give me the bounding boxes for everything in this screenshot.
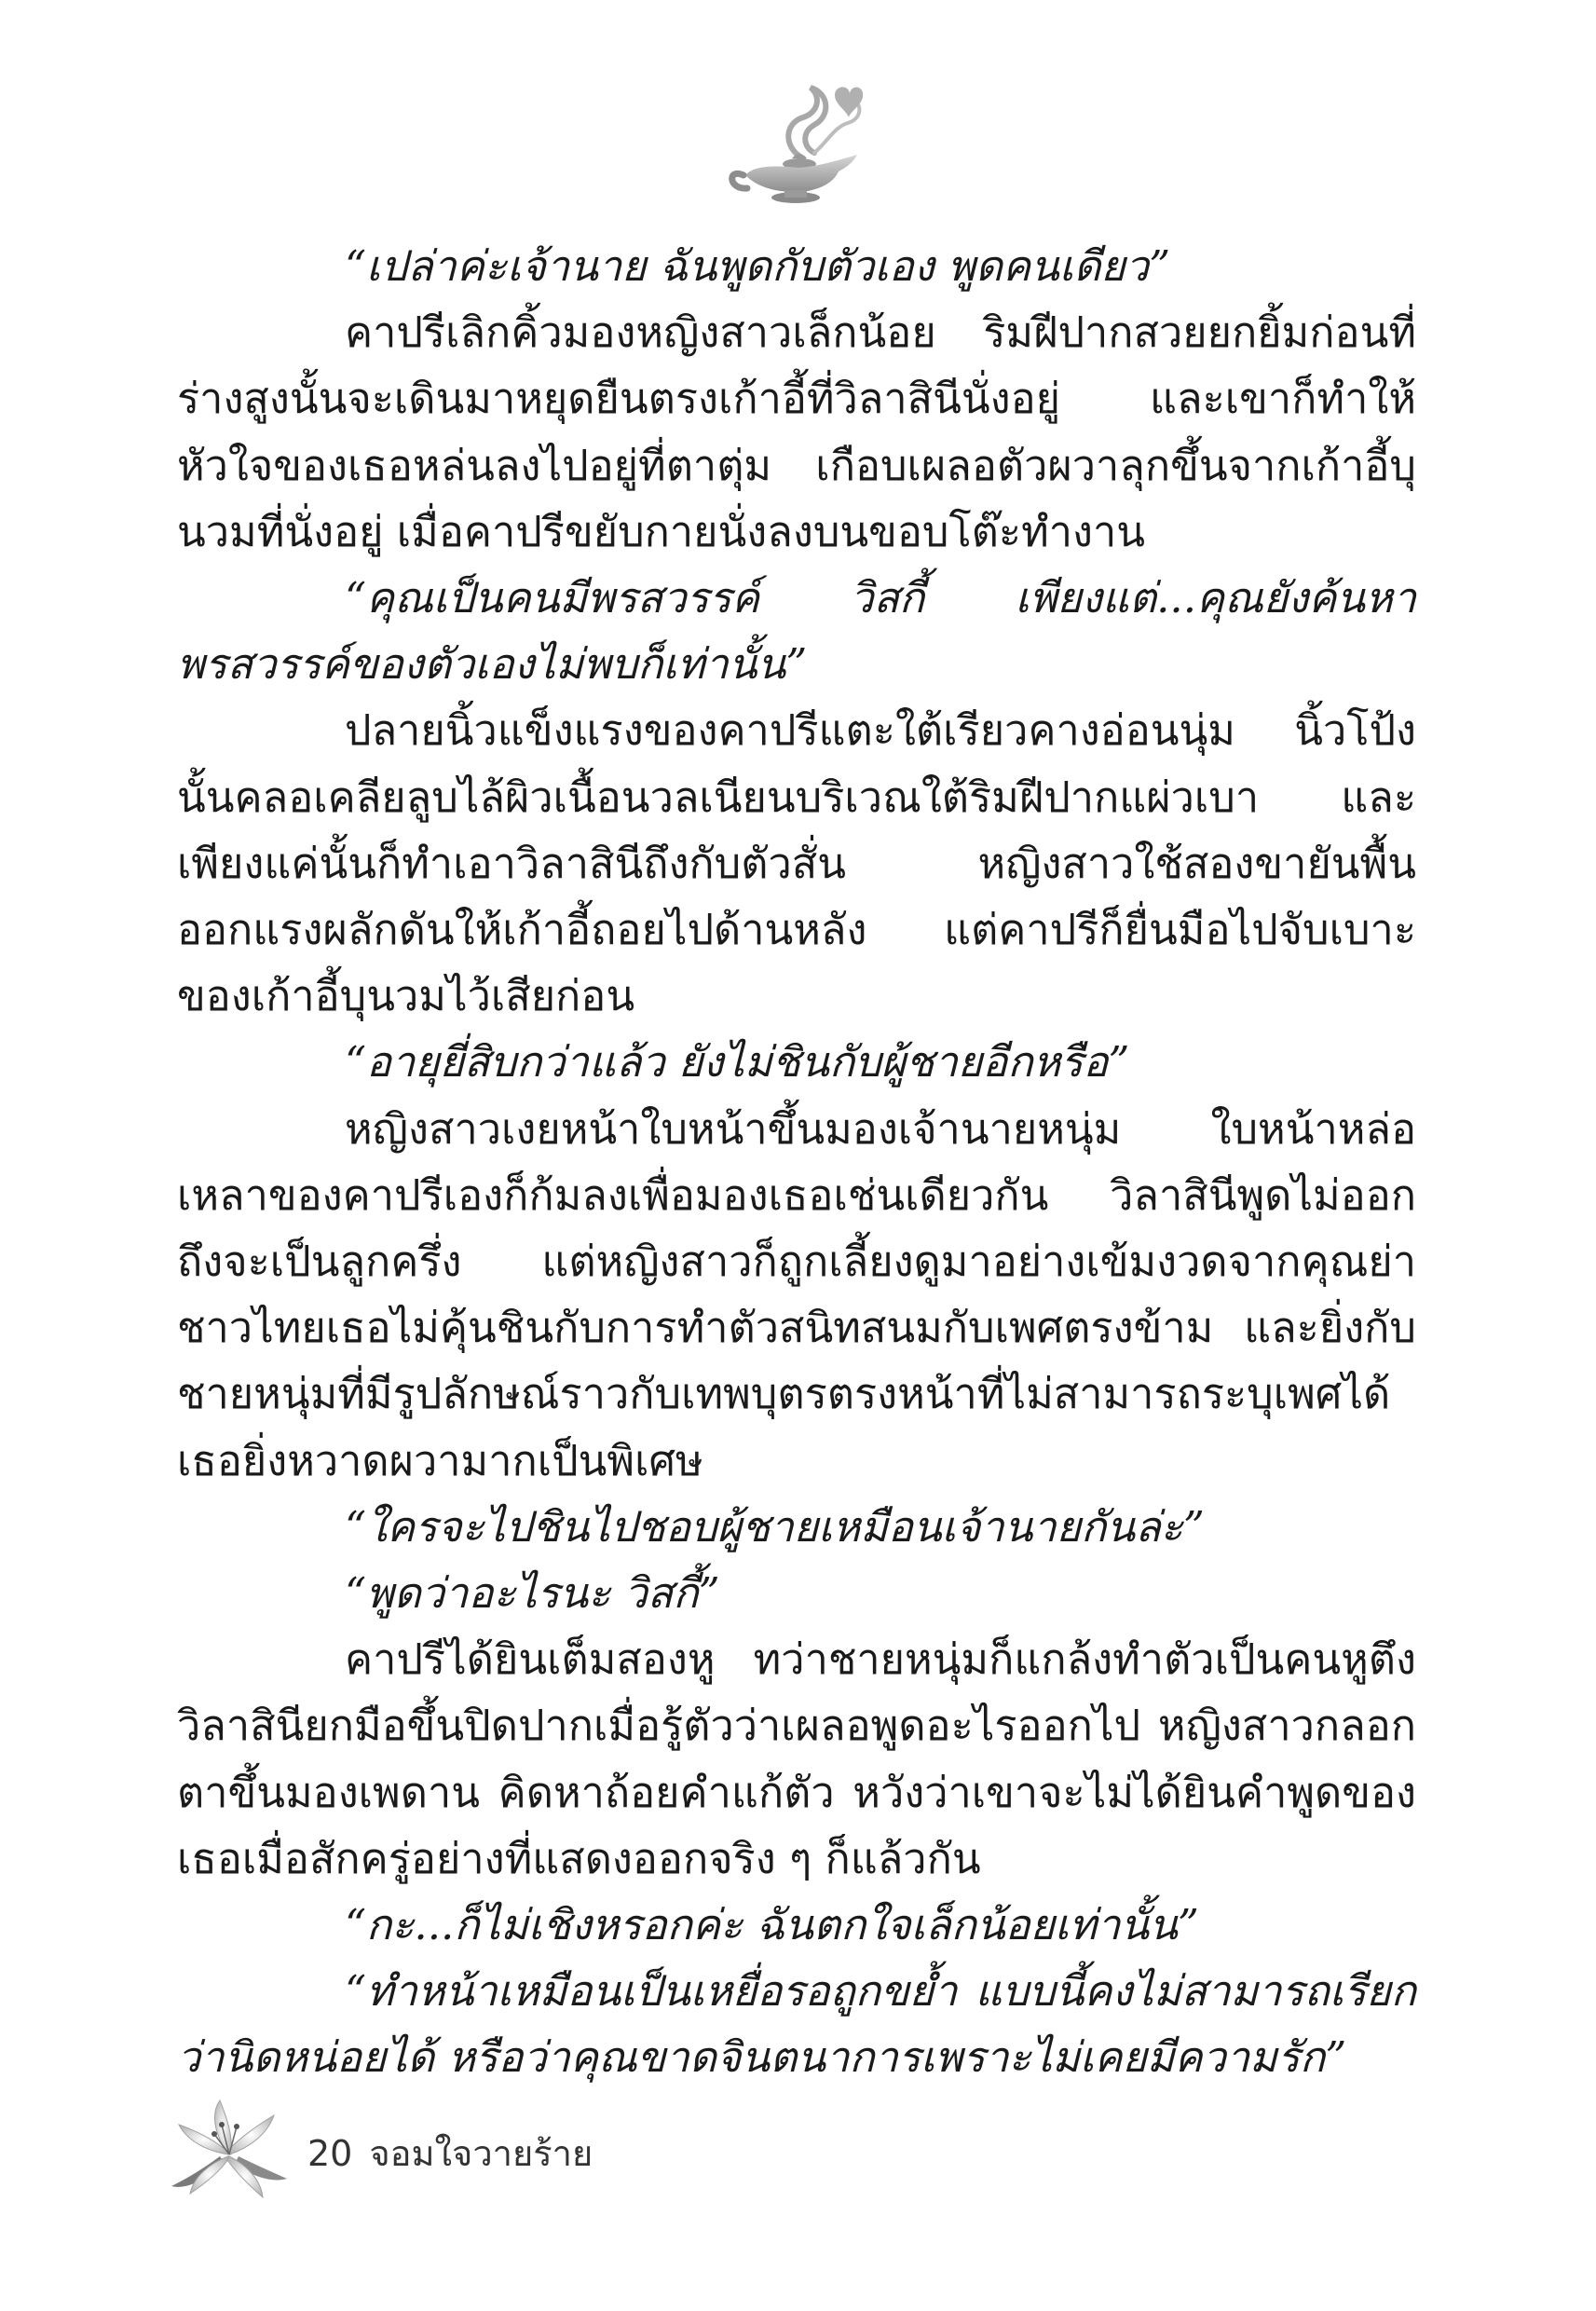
dialogue-paragraph: “ใครจะไปชินไปชอบผู้ชายเหมือนเจ้านายกันล่ะ” (345, 1501, 1205, 1552)
dialogue-paragraph: “อายุยี่สิบกว่าแล้ว ยังไม่ชินกับผู้ชายอีกหรือ” (345, 1037, 1130, 1087)
dialogue-paragraph: “กะ...ก็ไม่เชิงหรอกค่ะ ฉันตกใจเล็กน้อยเท่านั้น” (345, 1900, 1199, 1950)
story-text (177, 233, 1416, 2091)
book-title: จอมใจวายร้าย (369, 2133, 593, 2174)
page-footer (168, 2097, 820, 2208)
dialogue-paragraph: “คุณเป็นคนมีพรสวรรค์ วิสกี้ เพียงแต่...คุณยังค้นหาพรสวรรค์ของตัวเองไม่พบก็เท่านั้น” (177, 573, 1416, 690)
narration-paragraph: คาปรีเลิกคิ้วมองหญิงสาวเล็กน้อย ริมฝีปากสวยยกยิ้มก่อนที่ร่างสูงนั้นจะเดินมาหยุดยืนตรงเก้าอี้ที่วิลาสินีนั่งอยู่ และเขาก็ทำให้หัวใจของเธอหล่นลงไปอยู่ที่ตาตุ่ม เกือบเผลอตัวผวาลุกขึ้นจากเก้าอี้บุนวมที่นั่งอยู่ เมื่อคาปรีขยับกายนั่งลงบนขอบโต๊ะทำงาน (177, 308, 1416, 556)
narration-paragraph: หญิงสาวเงยหน้าใบหน้าขึ้นมองเจ้านายหนุ่ม ใบหน้าหล่อเหลาของคาปรีเองก็ก้มลงเพื่อมองเธอเช่นเดียวกัน วิลาสินีพูดไม่ออก ถึงจะเป็นลูกครึ่ง แต่หญิงสาวก็ถูกเลี้ยงดูมาอย่างเข้มงวดจากคุณย่าชาวไทยเธอไม่คุ้นชินกับการทำตัวสนิทสนมกับเพศตรงข้าม และยิ่งกับชายหนุ่มที่มีรูปลักษณ์ราวกับเทพบุตรตรงหน้าที่ไม่สามารถระบุเพศได้ เธอยิ่งหวาดผวามากเป็นพิเศษ (177, 1103, 1416, 1485)
narration-paragraph: คาปรีได้ยินเต็มสองหู ทว่าชายหนุ่มก็แกล้งทำตัวเป็นคนหูตึงวิลาสินียกมือขึ้นปิดปากเมื่อรู้ตัวว่าเผลอพูดอะไรออกไป หญิงสาวกลอกตาขึ้นมองเพดาน คิดหาถ้อยคำแก้ตัว หวังว่าเขาจะไม่ได้ยินคำพูดของเธอเมื่อสักครู่อย่างที่แสดงออกจริง ๆ ก็แล้วกัน (177, 1634, 1416, 1883)
narration-paragraph: ปลายนิ้วแข็งแรงของคาปรีแตะใต้เรียวคางอ่อนนุ่ม นิ้วโป้งนั้นคลอเคลียลูบไล้ผิวเนื้อนวลเนียนบริเวณใต้ริมฝีปากแผ่วเบา และเพียงแค่นั้นก็ทำเอาวิลาสินีถึงกับตัวสั่น หญิงสาวใช้สองขายันพื้น ออกแรงผลักดันให้เก้าอี้ถอยไปด้านหลัง แต่คาปรีก็ยื่นมือไปจับเบาะของเก้าอี้บุนวมไว้เสียก่อน (177, 705, 1416, 1021)
dialogue-paragraph: “พูดว่าอะไรนะ วิสกี้” (345, 1568, 720, 1619)
dialogue-paragraph: “ทำหน้าเหมือนเป็นเหยื่อรอถูกขย้ำ แบบนี้คงไม่สามารถเรียกว่านิดหน่อยได้ หรือว่าคุณขาดจินตนาการเพราะไม่เคยมีความรัก” (177, 1966, 1416, 2083)
lily-flower-icon (168, 2097, 289, 2208)
dialogue-paragraph: “เปล่าค่ะเจ้านาย ฉันพูดกับตัวเอง พูดคนเดียว” (345, 241, 1171, 291)
page-number: 20 (307, 2133, 353, 2174)
genie-lamp-icon (717, 75, 885, 214)
page-info (307, 2125, 593, 2181)
